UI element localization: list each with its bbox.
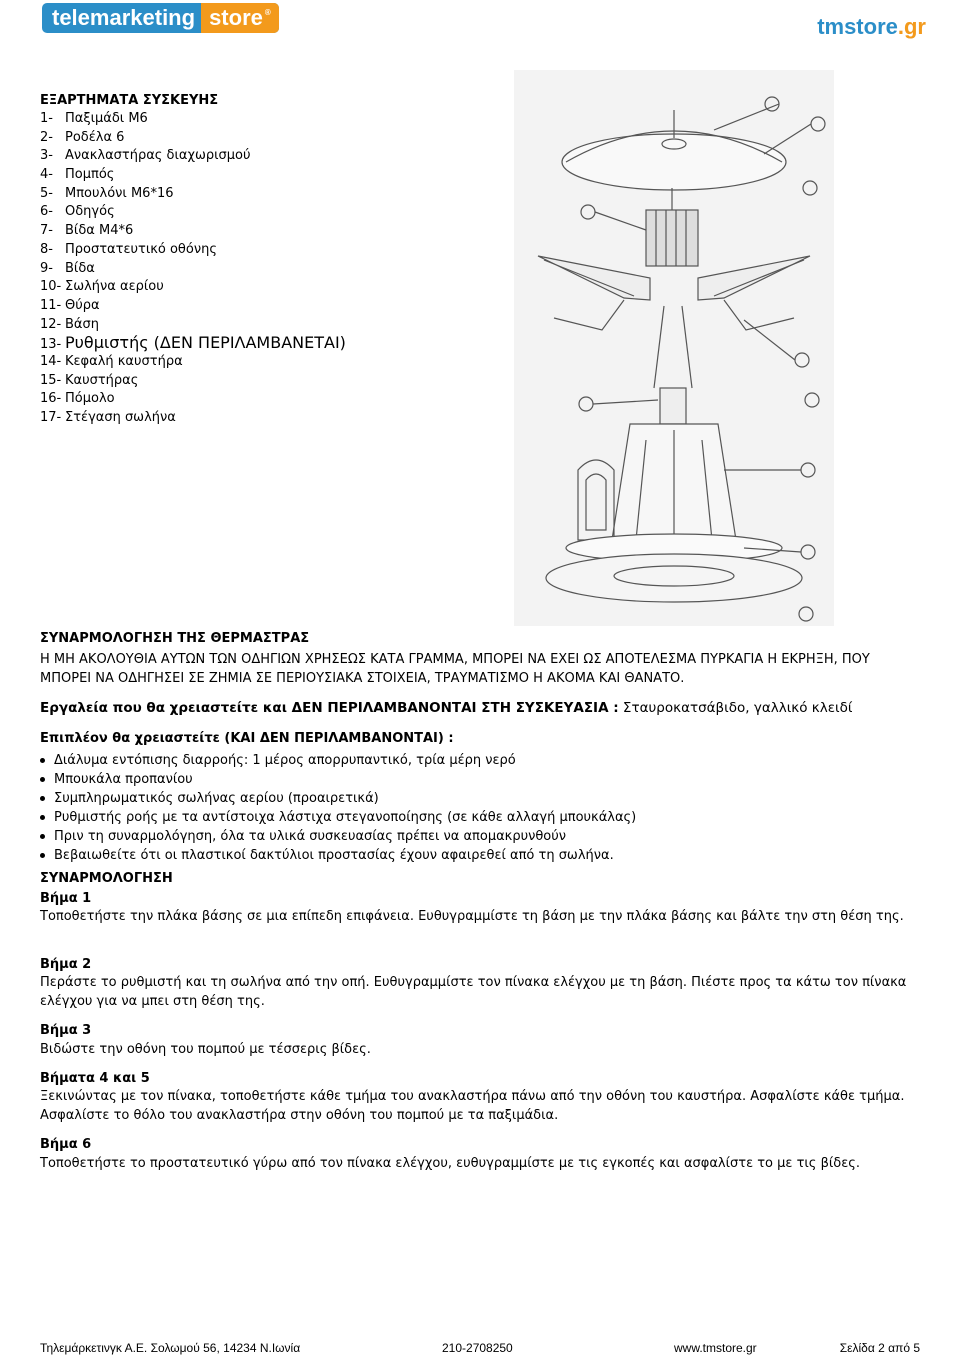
list-item: 7- Βίδα Μ4*6 [40, 223, 134, 239]
step-text: Ξεκινώντας με τον πίνακα, τοποθετήστε κάθε τμήμα του ανακλαστήρα πάνω από την οθόνη του καυστήρα. Ασφαλίστε κάθε τμήμα. Ασφαλίστε το θόλο του ανακλαστήρα στην οθόνη του πομπού με τα παξιμάδια. [40, 1089, 905, 1123]
step-title: Βήμα 6 [40, 1137, 92, 1152]
footer-website[interactable]: www.tmstore.gr [674, 1341, 757, 1355]
list-item: Βεβαιωθείτε ότι οι πλαστικοί δακτύλιοι προστασίας έχουν αφαιρεθεί από τη σωλήνα. [40, 846, 636, 865]
step-title: Βήμα 3 [40, 1023, 92, 1038]
list-item: 16- Πόμολο [40, 391, 115, 407]
step-text: Τοποθετήστε την πλάκα βάσης σε μια επίπεδη επιφάνεια. Ευθυγραμμίστε τη βάση με την πλάκα βάσης και βάλτε την στη θέση της. [40, 909, 904, 924]
assembly-warning-title: ΣΥΝΑΡΜΟΛΟΓΗΣΗ ΤΗΣ ΘΕΡΜΑΣΤΡΑΣ [40, 631, 310, 646]
list-item: 6- Οδηγός [40, 204, 115, 220]
step-title: Βήμα 2 [40, 957, 92, 972]
additional-title: Επιπλέον θα χρειαστείτε (ΚΑΙ ΔΕΝ ΠΕΡΙΛΑΜΒΑΝΟΝΤΑΙ) : [40, 731, 454, 746]
tools-paragraph [40, 699, 920, 718]
site-name: tmstore.gr [817, 14, 926, 39]
list-item: 15- Καυστήρας [40, 372, 139, 388]
step-text: Περάστε το ρυθμιστή και τη σωλήνα από την οπή. Ευθυγραμμίστε τον πίνακα ελέγχου με τη βάση. Πιέστε προς τα κάτω τον πίνακα ελέγχου για να μπει στη θέση της. [40, 975, 907, 1009]
list-item: Διάλυμα εντόπισης διαρροής: 1 μέρος απορρυπαντικό, τρία μέρη νερό [40, 751, 636, 770]
logo-store-text: store ® [201, 3, 279, 33]
list-item: 2- Ροδέλα 6 [40, 129, 125, 145]
logo-main-text: telemarketing [52, 5, 196, 30]
list-item: 10- Σωλήνα αερίου [40, 279, 164, 295]
step-title: Βήματα 4 και 5 [40, 1071, 150, 1086]
list-item: 5- Μπουλόνι Μ6*16 [40, 185, 174, 201]
footer-page-number: Σελίδα 2 από 5 [839, 1341, 920, 1355]
heater-exploded-diagram [514, 70, 834, 626]
list-item: Συμπληρωματικός σωλήνας αερίου (προαιρετικά) [40, 789, 636, 808]
list-item: 12- Βάση [40, 316, 99, 332]
steps-title: ΣΥΝΑΡΜΟΛΟΓΗΣΗ [40, 871, 173, 886]
list-item: 14- Κεφαλή καυστήρα [40, 353, 183, 369]
list-item: 1- Παξιμάδι Μ6 [40, 111, 148, 126]
brand-logo [42, 3, 279, 33]
list-item: 8- Προστατευτικό οθόνης [40, 241, 217, 257]
list-item: Ρυθμιστής ροής με τα αντίστοιχα λάστιχα στεγανοποίησης (σε κάθε αλλαγή μπουκάλας) [40, 808, 636, 827]
tools-value: Σταυροκατσάβιδο, γαλλικό κλειδί [622, 700, 853, 716]
parts-list [40, 110, 346, 428]
parts-title: ΕΞΑΡΤΗΜΑΤΑ ΣΥΣΚΕΥΗΣ [40, 93, 219, 108]
list-item: 11- Θύρα [40, 297, 100, 313]
list-item: 17- Στέγαση σωλήνα [40, 410, 176, 425]
footer-phone: 210-2708250 [442, 1341, 513, 1355]
footer-company: Τηλεμάρκετινγκ Α.Ε. Σολωμού 56, 14234 Ν.Ιωνία [40, 1341, 301, 1355]
step-text: Τοποθετήστε το προστατευτικό γύρω από τον πίνακα ελέγχου, ευθυγραμμίστε με τις εγκοπές και ασφαλίστε το με τις βίδες. [40, 1156, 861, 1171]
step-text: Βιδώστε την οθόνη του πομπού με τέσσερις βίδες. [40, 1042, 371, 1057]
list-item: Πριν τη συναρμολόγηση, όλα τα υλικά συσκευασίας πρέπει να απομακρυνθούν [40, 827, 636, 846]
additional-list [40, 751, 636, 865]
list-item: 4- Πομπός [40, 167, 115, 183]
list-item: Μπουκάλα προπανίου [40, 770, 636, 789]
list-item: 9- Βίδα [40, 260, 95, 276]
assembly-warning-text: Η ΜΗ ΑΚΟΛΟΥΘΙΑ ΑΥΤΩΝ ΤΩΝ ΟΔΗΓΙΩΝ ΧΡΗΣΕΩΣ ΚΑΤΑ ΓΡΑΜΜΑ, ΜΠΟΡΕΙ ΝΑ ΕΧΕΙ ΩΣ ΑΠΟΤΕΛΕΣΜΑ ΠΥΡΚΑΓΙΑ Η ΕΚΡΗΞΗ, ΠΟΥ ΜΠΟΡΕΙ ΝΑ ΟΔΗΓΗΣΕΙ ΣΕ ΖΗΜΙΑ ΣΕ ΠΕΡΙΟΥΣΙΑΚΑ ΣΤΟΙΧΕΙΑ, ΤΡΑΥΜΑΤΙΣΜΟ Η ΑΚΟΜΑ ΚΑΙ ΘΑΝΑΤΟ. [40, 652, 870, 686]
list-item: 13- Ρυθμιστής (ΔΕΝ ΠΕΡΙΛΑΜΒΑΝΕΤΑΙ) [40, 333, 346, 353]
list-item: 3- Ανακλαστήρας διαχωρισμού [40, 148, 251, 164]
step-title: Βήμα 1 [40, 891, 92, 906]
tools-label: Εργαλεία που θα χρειαστείτε και ΔΕΝ ΠΕΡΙΛΑΜΒΑΝΟΝΤΑΙ ΣΤΗ ΣΥΣΚΕΥΑΣΙΑ : [40, 700, 619, 716]
